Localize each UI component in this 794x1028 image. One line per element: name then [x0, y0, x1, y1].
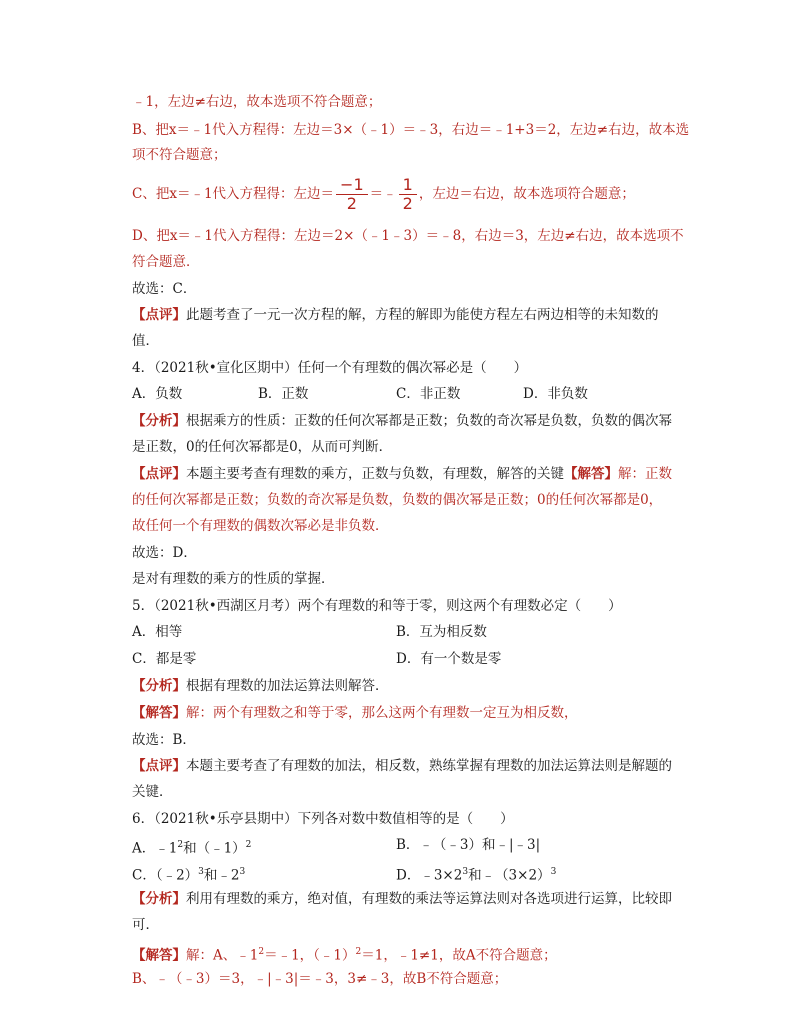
answer-tag: 【解答】 — [564, 466, 618, 482]
q5-option-b: B．互为相反数 — [396, 624, 487, 640]
q4-choose: 故选：D． — [132, 545, 197, 561]
q6-analysis-line1: 【分析】利用有理数的乘方，绝对值，有理数的乘法等运算法则对各选项进行运算，比较即 — [132, 891, 672, 907]
prev-option-d-line1: D、把x＝﹣1代入方程得：左边＝2×（﹣1﹣3）＝﹣8，右边＝3，左边≠右边，故本选项不 — [132, 228, 684, 244]
q4-review-line2: 是对有理数的乘方的性质的掌握． — [132, 571, 335, 587]
q4-option-c: C．非正数 — [396, 386, 461, 402]
q5-stem: 5．（2021秋•西湖区月考）两个有理数的和等于零，则这两个有理数必定（ ） — [132, 598, 622, 614]
q5-option-c: C．都是零 — [132, 651, 197, 667]
prev-option-b-line1: B、把x＝﹣1代入方程得：左边＝3×（﹣1）＝﹣3，右边＝﹣1+3＝2，左边≠右边，故本选 — [132, 122, 690, 138]
prev-a-tail: ﹣1，左边≠右边，故本选项不符合题意； — [132, 94, 382, 110]
q4-answer-line3: 故任何一个有理数的偶数次幂必是非负数． — [132, 518, 389, 534]
prev-c-mid: ＝﹣ — [369, 186, 397, 202]
q4-analysis-line1: 【分析】根据乘方的性质：正数的任何次幂都是正数；负数的奇次幂是负数，负数的偶次幂 — [132, 413, 672, 429]
q4-analysis-line2: 是正数，0的任何次幂都是0，从而可判断． — [132, 439, 393, 455]
q6-option-c: C．（﹣2）$^3$和$﹣2^3$ — [132, 867, 246, 884]
prev-option-c — [132, 174, 635, 214]
q4-stem: 4．（2021秋•宣化区期中）任何一个有理数的偶次幂必是（ ） — [132, 360, 528, 376]
q5-review-line1: 【点评】本题主要考查了有理数的加法，相反数，熟练掌握有理数的加法运算法则是解题的 — [132, 758, 672, 774]
answer-tag: 【解答】 — [132, 705, 186, 721]
analysis-tag: 【分析】 — [132, 413, 186, 429]
q4-review-answer-line: 【点评】本题主要考查有理数的乘方，正数与负数，有理数，解答的关键【解答】解：正数 — [132, 466, 672, 482]
q6-answer-a: 【解答】解：A、$﹣1^2=﹣1$，（﹣1）$^2$＝1，﹣1≠1，故A不符合题意； — [132, 947, 557, 964]
fraction-neg-one-half: $\frac{-1}{2}$ — [336, 176, 368, 213]
q5-analysis: 【分析】根据有理数的加法运算法则解答． — [132, 678, 389, 694]
q6-option-a: A．$﹣1^2$和（﹣1）$^2$ — [132, 840, 252, 857]
q6-option-b: B．﹣（﹣3）和﹣|﹣3| — [396, 837, 541, 853]
q5-option-a: A．相等 — [132, 624, 183, 640]
q4-answer-line2: 的任何次幂都是正数；负数的奇次幂是负数，负数的偶次幂是正数；0的任何次幂都是0， — [132, 492, 663, 508]
review-tag: 【点评】 — [132, 758, 186, 774]
prev-option-d-line2: 符合题意． — [132, 254, 200, 270]
review-tag: 【点评】 — [132, 307, 186, 323]
review-tag: 【点评】 — [132, 466, 186, 482]
analysis-tag: 【分析】 — [132, 678, 186, 694]
q5-answer: 【解答】解：两个有理数之和等于零，那么这两个有理数一定互为相反数， — [132, 705, 578, 721]
q5-choose: 故选：B． — [132, 732, 196, 748]
fraction-one-half: $\frac{1}{2}$ — [399, 176, 417, 213]
prev-option-b-line2: 项不符合题意； — [132, 147, 227, 163]
q4-option-d: D．非负数 — [523, 386, 588, 402]
q6-answer-b: B、﹣（﹣3）＝3，﹣|﹣3|＝﹣3，3≠﹣3，故B不符合题意； — [132, 971, 508, 987]
answer-tag: 【解答】 — [132, 947, 186, 964]
prev-review-line2: 值． — [132, 333, 159, 349]
q5-review-line2: 关键． — [132, 784, 173, 800]
q6-option-d: D．$﹣3\times 2^3$和$﹣(3\times 2)^3$ — [396, 867, 557, 884]
q6-analysis-line2: 可． — [132, 917, 159, 933]
q6-stem: 6．（2021秋•乐亭县期中）下列各对数中数值相等的是（ ） — [132, 811, 514, 827]
prev-choose: 故选：C． — [132, 281, 197, 297]
q5-option-d: D．有一个数是零 — [396, 651, 502, 667]
analysis-tag: 【分析】 — [132, 891, 186, 907]
q4-option-b: B．正数 — [258, 386, 309, 402]
prev-review-line1: 【点评】此题考查了一元一次方程的解，方程的解即为能使方程左右两边相等的未知数的 — [132, 307, 659, 323]
prev-c-pre: C、把x＝﹣1代入方程得：左边＝ — [132, 186, 335, 202]
q4-option-a: A．负数 — [132, 386, 183, 402]
prev-c-post: ，左边＝右边，故本选项符合题意； — [418, 186, 635, 202]
